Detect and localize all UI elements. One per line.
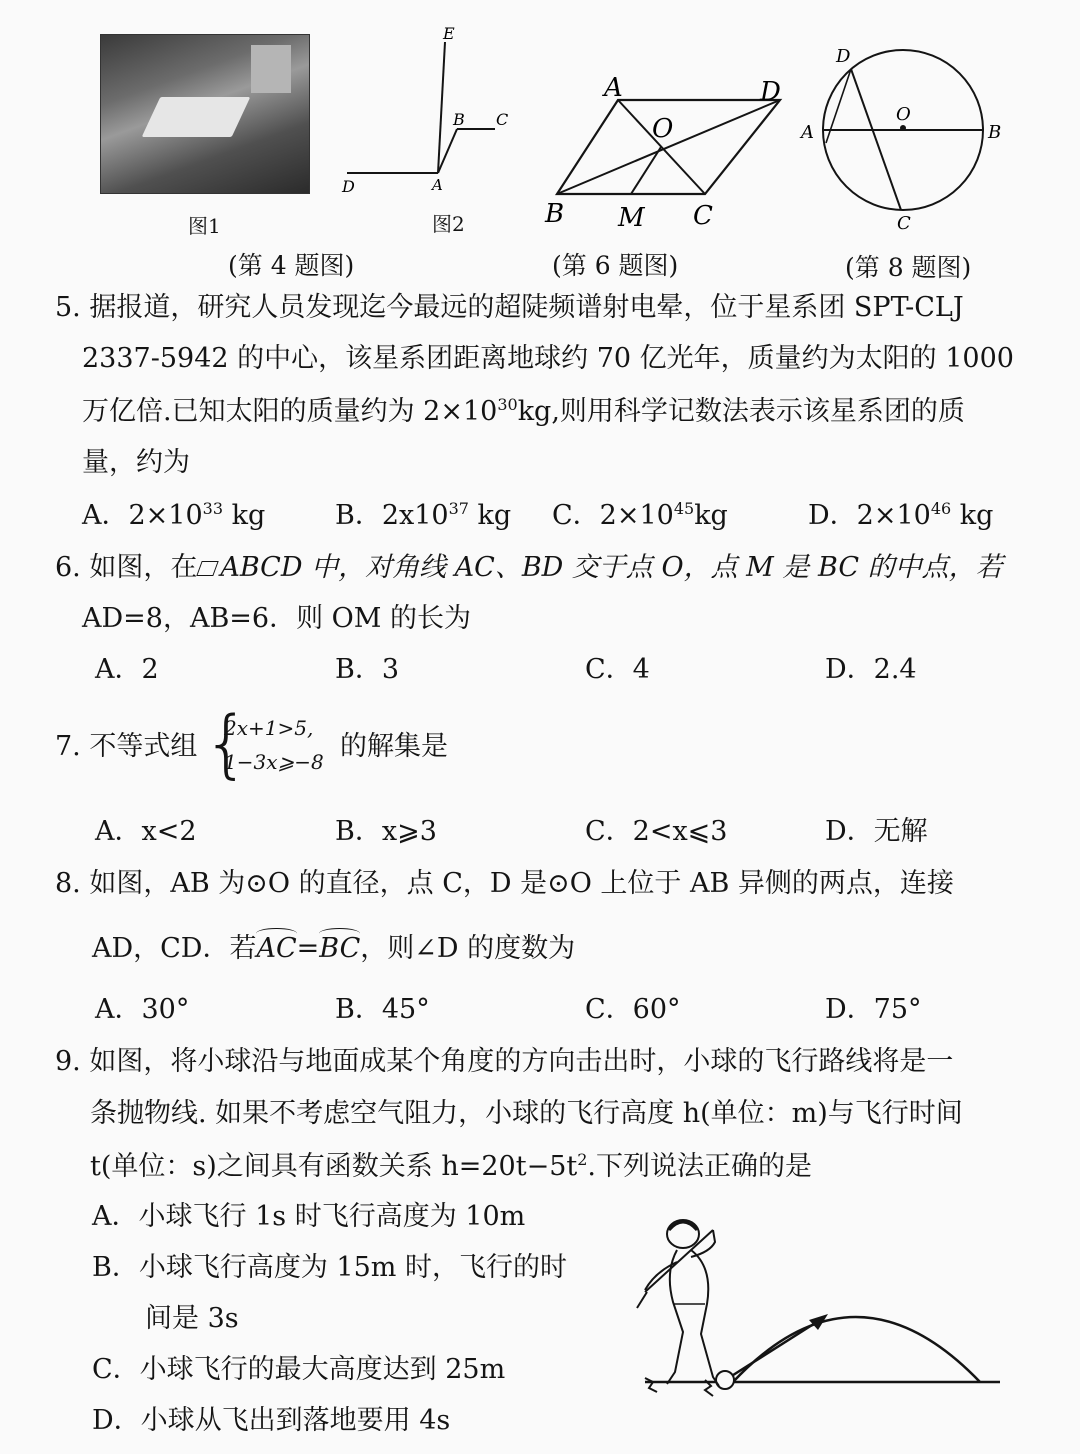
fig8-point-B: B (988, 122, 1002, 143)
q5-option-b[interactable] (335, 501, 511, 529)
fig2-point-D: D (342, 177, 355, 196)
q7-option-b[interactable]: B．x⩾3 (335, 816, 437, 847)
q6-line-1 (55, 554, 1003, 581)
q9-line-3 (90, 1152, 812, 1180)
q5-option-a-label: A．2×10 (82, 500, 203, 531)
q9-line-3-a: t(单位：s)之间具有函数关系 h=20t−5t (90, 1151, 578, 1182)
q7-inequality-2: 1−3x⩾−8 (224, 750, 324, 774)
fig2-diagram (335, 22, 520, 232)
fig2-point-A: A (432, 176, 443, 194)
q7-inequality-1: 2x+1>5, (224, 716, 314, 740)
q8-option-d[interactable]: D．75° (825, 994, 922, 1025)
q7-brace: { (203, 701, 251, 787)
q9-option-d[interactable]: D．小球从飞出到落地要用 4s (92, 1405, 451, 1436)
fig6-point-M: M (618, 203, 645, 233)
q8-line-2 (92, 935, 575, 962)
q8-equals: = (296, 933, 320, 964)
q7-option-c[interactable]: C．2<x⩽3 (585, 816, 728, 847)
q9-option-c[interactable]: C．小球飞行的最大高度达到 25m (92, 1354, 506, 1385)
q6-line-2: AD=8，AB=6．则 OM 的长为 (82, 603, 472, 634)
q5-option-c-exp: 45 (673, 499, 695, 518)
golf-illustration (625, 1212, 1005, 1442)
q8-arc-bc: BC (319, 933, 361, 964)
fig8-point-C: C (897, 213, 911, 234)
fig6-parallelogram (540, 70, 795, 240)
q5-option-a[interactable] (82, 501, 265, 529)
q6-option-a[interactable]: A．2 (95, 654, 159, 685)
q7-prefix: 7. 不等式组 (55, 731, 198, 762)
q4-caption: (第 4 题图) (228, 251, 355, 280)
q6-option-c[interactable]: C．4 (585, 654, 650, 685)
q9-option-b-line-1[interactable]: B．小球飞行高度为 15m 时，飞行的时 (92, 1252, 567, 1283)
q9-line-2: 条抛物线. 如果不考虑空气阻力，小球的飞行高度 h(单位：m)与飞行时间 (90, 1098, 963, 1129)
fig8-point-A: A (801, 122, 814, 143)
q6-line-1-a: 6. 如图，在 (55, 552, 198, 583)
photo-window (251, 45, 291, 93)
q6-option-d[interactable]: D．2.4 (825, 654, 917, 685)
q6-line-1-b: ABCD 中，对角线 AC、BD 交于点 O，点 M 是 BC 的中点，若 (220, 552, 1003, 583)
q5-line-1: 5. 据报道，研究人员发现迄今最远的超陡频谱射电晕，位于星系团 SPT-CLJ (55, 292, 964, 323)
q5-option-d-exp: 46 (930, 499, 952, 518)
q5-line-4: 量，约为 (82, 447, 190, 478)
q5-option-a-exp: 33 (202, 499, 224, 518)
fig6-point-C: C (693, 201, 713, 231)
fig6-point-B: B (545, 199, 565, 229)
q5-option-c-label: C．2×10 (552, 500, 674, 531)
q5-option-b-label: B．2x10 (335, 500, 449, 531)
q8-arc-ac: AC (256, 933, 297, 964)
fig1-label: 图1 (188, 214, 221, 238)
q7-suffix: 的解集是 (340, 731, 448, 762)
parallelogram-icon (197, 561, 219, 576)
q6-caption: (第 6 题图) (552, 251, 679, 280)
fig6-point-A: A (604, 73, 623, 103)
q5-option-d[interactable] (808, 501, 993, 529)
q5-option-b-exp: 37 (448, 499, 469, 518)
q7-option-a[interactable]: A．x<2 (95, 816, 197, 847)
fig8-point-O: O (896, 104, 911, 125)
q8-option-b[interactable]: B．45° (335, 994, 430, 1025)
q9-line-3-b: .下列说法正确的是 (587, 1151, 813, 1182)
fig8-point-D: D (836, 46, 851, 67)
q9-option-b-line-2: 间是 3s (145, 1303, 239, 1334)
q5-line-3-exp: 30 (497, 395, 518, 414)
q8-line-2-b: ，则∠D 的度数为 (360, 933, 576, 964)
q5-line-3-b: kg,则用科学记数法表示该星系团的质 (517, 396, 965, 427)
q9-line-1: 9. 如图，将小球沿与地面成某个角度的方向击出时，小球的飞行路线将是一 (55, 1046, 954, 1077)
fig8-circle (798, 40, 1010, 235)
q6-option-b[interactable]: B．3 (335, 654, 400, 685)
photo-desk (142, 97, 251, 137)
q8-line-2-a: AD，CD．若 (92, 933, 257, 964)
q5-option-d-unit: kg (951, 500, 994, 531)
q9-option-a[interactable]: A．小球飞行 1s 时飞行高度为 10m (92, 1201, 526, 1232)
q5-line-2: 2337-5942 的中心，该星系团距离地球约 70 亿光年，质量约为太阳的 1000 (82, 343, 1014, 374)
q9-line-3-exp: 2 (577, 1150, 588, 1169)
fig2-point-E: E (443, 24, 455, 43)
q7-option-d[interactable]: D．无解 (825, 816, 928, 847)
fig1-photo (100, 34, 310, 194)
fig2-label: 图2 (432, 212, 465, 236)
q8-option-a[interactable]: A．30° (95, 994, 190, 1025)
q5-option-b-unit: kg (468, 500, 512, 531)
fig2-point-B: B (453, 110, 465, 129)
q5-option-c-unit: kg (694, 500, 728, 531)
q8-option-c[interactable]: C．60° (585, 994, 681, 1025)
q5-line-3-a: 万亿倍.已知太阳的质量约为 2×10 (82, 396, 498, 427)
q8-caption: (第 8 题图) (845, 253, 972, 282)
q5-option-a-unit: kg (223, 500, 266, 531)
fig6-point-D: D (760, 77, 781, 107)
q5-line-3 (82, 397, 965, 425)
q5-option-d-label: D．2×10 (808, 500, 931, 531)
fig2-point-C: C (496, 110, 509, 129)
q8-line-1: 8. 如图，AB 为⊙O 的直径，点 C，D 是⊙O 上位于 AB 异侧的两点，连接 (55, 868, 954, 899)
fig6-point-O: O (652, 114, 674, 144)
q5-option-c[interactable] (552, 501, 728, 529)
